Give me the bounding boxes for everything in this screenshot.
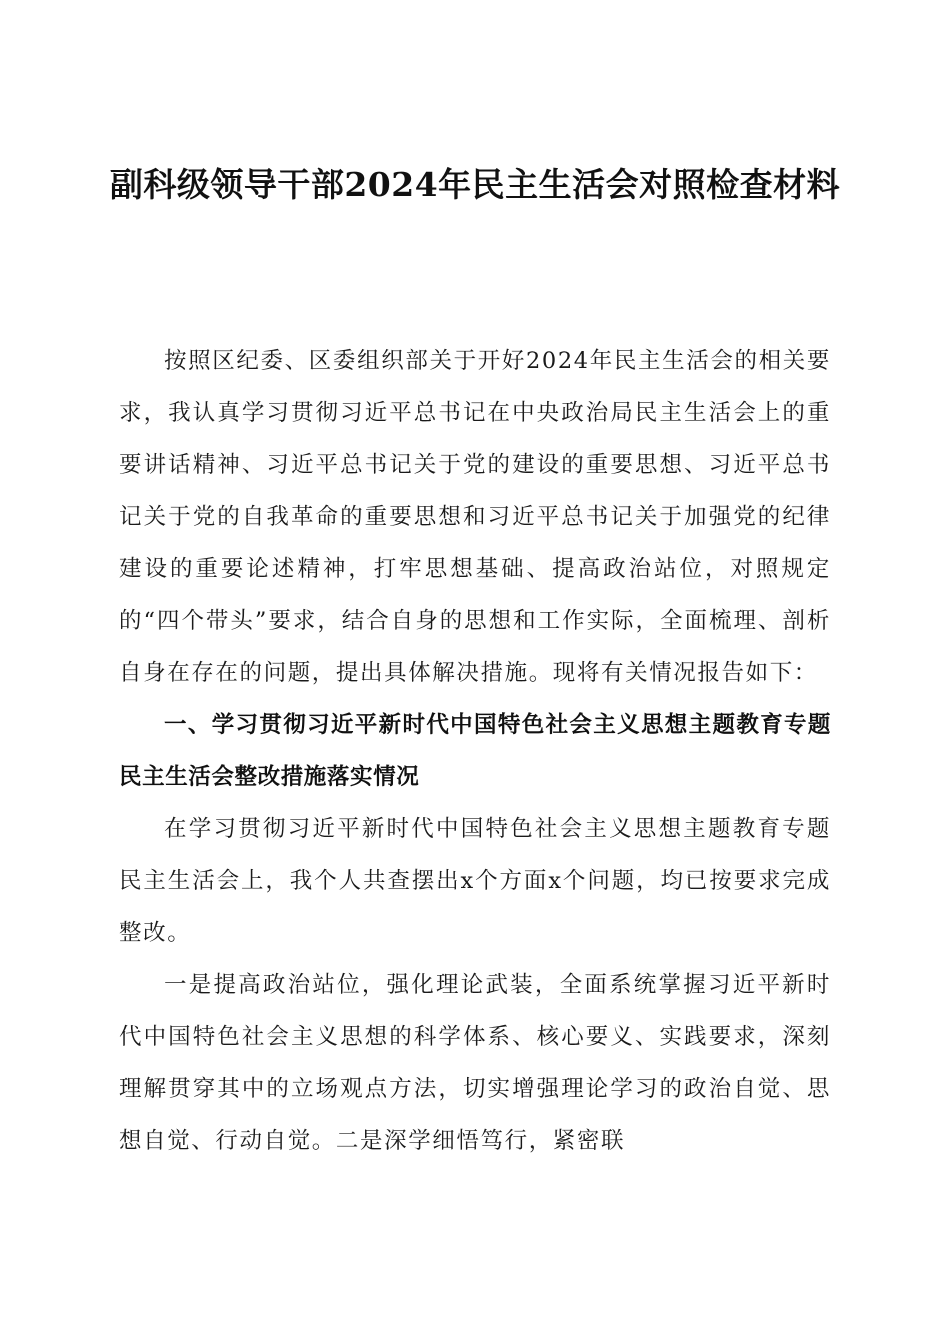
document-title: 副科级领导干部2024年民主生活会对照检查材料: [109, 165, 841, 204]
document-body: [119, 335, 831, 1167]
section-1-paragraph-1: 在学习贯彻习近平新时代中国特色社会主义思想主题教育专题民主生活会上，我个人共查摆出x个方面x个问题，均已按要求完成整改。: [119, 816, 831, 946]
section-1-paragraph-2: 一是提高政治站位，强化理论武装，全面系统掌握习近平新时代中国特色社会主义思想的科学体系、核心要义、实践要求，深刻理解贯穿其中的立场观点方法，切实增强理论学习的政治自觉、思想自觉、行动自觉。二是深学细悟笃行，紧密联: [119, 972, 831, 1154]
intro-paragraph: 按照区纪委、区委组织部关于开好2024年民主生活会的相关要求，我认真学习贯彻习近平总书记在中央政治局民主生活会上的重要讲话精神、习近平总书记关于党的建设的重要思想、习近平总书记关于党的自我革命的重要思想和习近平总书记关于加强党的纪律建设的重要论述精神，打牢思想基础、提高政治站位，对照规定的“四个带头”要求，结合自身的思想和工作实际，全面梳理、剖析自身在存在的问题，提出具体解决措施。现将有关情况报告如下：: [119, 348, 831, 686]
section-heading-1: 一、学习贯彻习近平新时代中国特色社会主义思想主题教育专题民主生活会整改措施落实情况: [119, 712, 831, 790]
